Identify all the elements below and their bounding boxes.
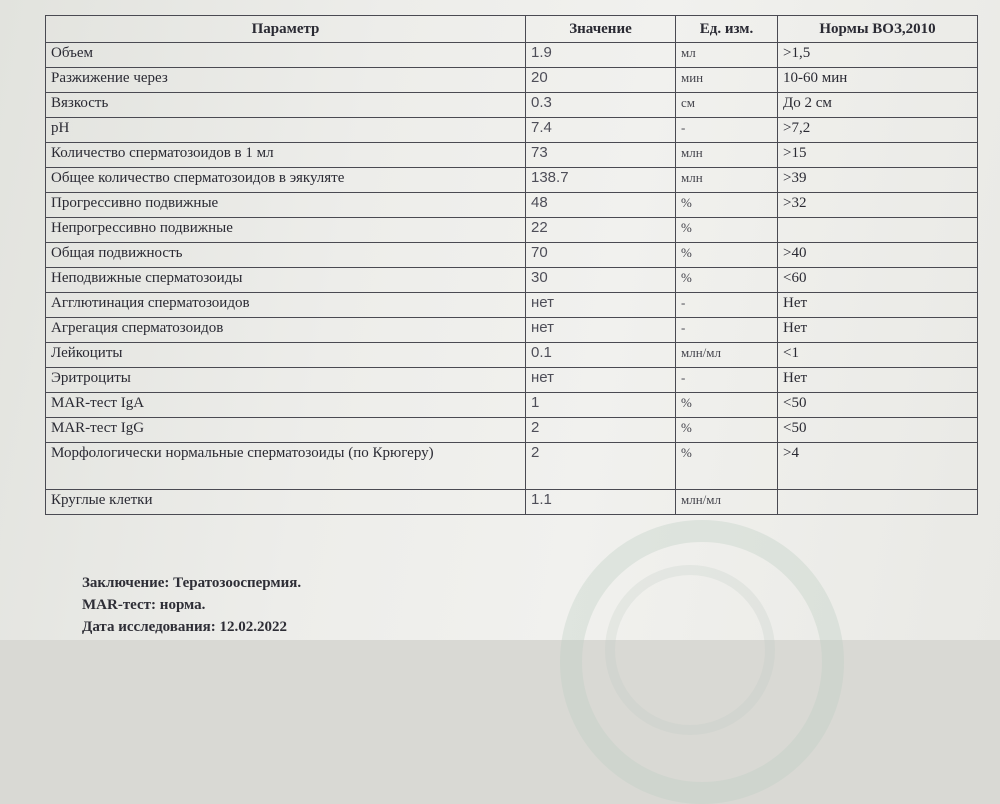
table-row xyxy=(46,43,978,68)
row-value: 2 xyxy=(526,418,676,443)
table-row xyxy=(46,93,978,118)
row-value: нет xyxy=(526,293,676,318)
table-row xyxy=(46,343,978,368)
row-norm: >32 xyxy=(778,193,978,218)
table-row xyxy=(46,293,978,318)
table-row xyxy=(46,68,978,93)
row-param: Прогрессивно подвижные xyxy=(46,193,526,218)
row-value: 1.1 xyxy=(526,490,676,515)
table-row xyxy=(46,143,978,168)
row-norm: >39 xyxy=(778,168,978,193)
row-param: Неподвижные сперматозоиды xyxy=(46,268,526,293)
row-norm: >40 xyxy=(778,243,978,268)
row-param: Морфологически нормальные сперматозоиды (по Крюгеру) xyxy=(46,443,526,490)
row-unit: % xyxy=(676,418,778,443)
row-param: Количество сперматозоидов в 1 мл xyxy=(46,143,526,168)
row-norm: >7,2 xyxy=(778,118,978,143)
row-param: Разжижение через xyxy=(46,68,526,93)
row-param: pH xyxy=(46,118,526,143)
row-param: Круглые клетки xyxy=(46,490,526,515)
row-value: 22 xyxy=(526,218,676,243)
table-row xyxy=(46,393,978,418)
row-unit: % xyxy=(676,243,778,268)
row-norm: <1 xyxy=(778,343,978,368)
row-norm: Нет xyxy=(778,293,978,318)
row-norm: <50 xyxy=(778,418,978,443)
row-norm xyxy=(778,490,978,515)
row-param: Эритроциты xyxy=(46,368,526,393)
row-norm: >4 xyxy=(778,443,978,490)
conclusion-block xyxy=(82,572,301,638)
row-value: 138.7 xyxy=(526,168,676,193)
row-param: Непрогрессивно подвижные xyxy=(46,218,526,243)
table-row xyxy=(46,418,978,443)
row-norm: >15 xyxy=(778,143,978,168)
header-value: Значение xyxy=(526,16,676,43)
row-unit: % xyxy=(676,218,778,243)
row-value: 2 xyxy=(526,443,676,490)
row-norm: <50 xyxy=(778,393,978,418)
row-unit: - xyxy=(676,368,778,393)
row-value: 1 xyxy=(526,393,676,418)
row-value: 30 xyxy=(526,268,676,293)
row-unit: млн xyxy=(676,143,778,168)
row-unit: - xyxy=(676,118,778,143)
row-param: Агглютинация сперматозоидов xyxy=(46,293,526,318)
semen-analysis-table xyxy=(45,15,978,515)
row-unit: мл xyxy=(676,43,778,68)
table-row xyxy=(46,243,978,268)
row-unit: % xyxy=(676,193,778,218)
table-row xyxy=(46,218,978,243)
row-norm: >1,5 xyxy=(778,43,978,68)
row-unit: млн/мл xyxy=(676,343,778,368)
row-value: 0.3 xyxy=(526,93,676,118)
table-row xyxy=(46,318,978,343)
row-value: 73 xyxy=(526,143,676,168)
row-value: 1.9 xyxy=(526,43,676,68)
conclusion-mar-test: MAR-тест: норма. xyxy=(82,597,206,613)
row-unit: млн xyxy=(676,168,778,193)
row-value: 70 xyxy=(526,243,676,268)
table-row xyxy=(46,118,978,143)
row-param: Общее количество сперматозоидов в эякуляте xyxy=(46,168,526,193)
table-row xyxy=(46,443,978,490)
table-row xyxy=(46,490,978,515)
header-param: Параметр xyxy=(46,16,526,43)
conclusion-date: Дата исследования: 12.02.2022 xyxy=(82,619,288,635)
row-norm: До 2 см xyxy=(778,93,978,118)
row-param: Агрегация сперматозоидов xyxy=(46,318,526,343)
row-unit: - xyxy=(676,293,778,318)
background-watermark-inner xyxy=(605,565,775,735)
row-unit: мин xyxy=(676,68,778,93)
row-unit: см xyxy=(676,93,778,118)
row-norm: Нет xyxy=(778,318,978,343)
conclusion-diagnosis: Заключение: Тератозооспермия. xyxy=(82,575,302,591)
row-value: 20 xyxy=(526,68,676,93)
row-unit: % xyxy=(676,268,778,293)
row-param: Объем xyxy=(46,43,526,68)
row-param: Вязкость xyxy=(46,93,526,118)
row-param: Общая подвижность xyxy=(46,243,526,268)
table-row xyxy=(46,193,978,218)
row-param: MAR-тест IgG xyxy=(46,418,526,443)
row-value: 48 xyxy=(526,193,676,218)
row-param: Лейкоциты xyxy=(46,343,526,368)
row-norm xyxy=(778,218,978,243)
table-row xyxy=(46,268,978,293)
row-param: MAR-тест IgA xyxy=(46,393,526,418)
row-value: нет xyxy=(526,368,676,393)
header-unit: Ед. изм. xyxy=(676,16,778,43)
row-value: 7.4 xyxy=(526,118,676,143)
row-unit: % xyxy=(676,443,778,490)
row-value: нет xyxy=(526,318,676,343)
table-row xyxy=(46,168,978,193)
row-norm: <60 xyxy=(778,268,978,293)
row-norm: Нет xyxy=(778,368,978,393)
row-unit: % xyxy=(676,393,778,418)
row-unit: млн/мл xyxy=(676,490,778,515)
table-row xyxy=(46,368,978,393)
table-body xyxy=(46,43,978,515)
row-value: 0.1 xyxy=(526,343,676,368)
row-norm: 10-60 мин xyxy=(778,68,978,93)
header-row xyxy=(46,16,978,43)
row-unit: - xyxy=(676,318,778,343)
header-norm: Нормы ВОЗ,2010 xyxy=(778,16,978,43)
table-header xyxy=(46,16,978,43)
